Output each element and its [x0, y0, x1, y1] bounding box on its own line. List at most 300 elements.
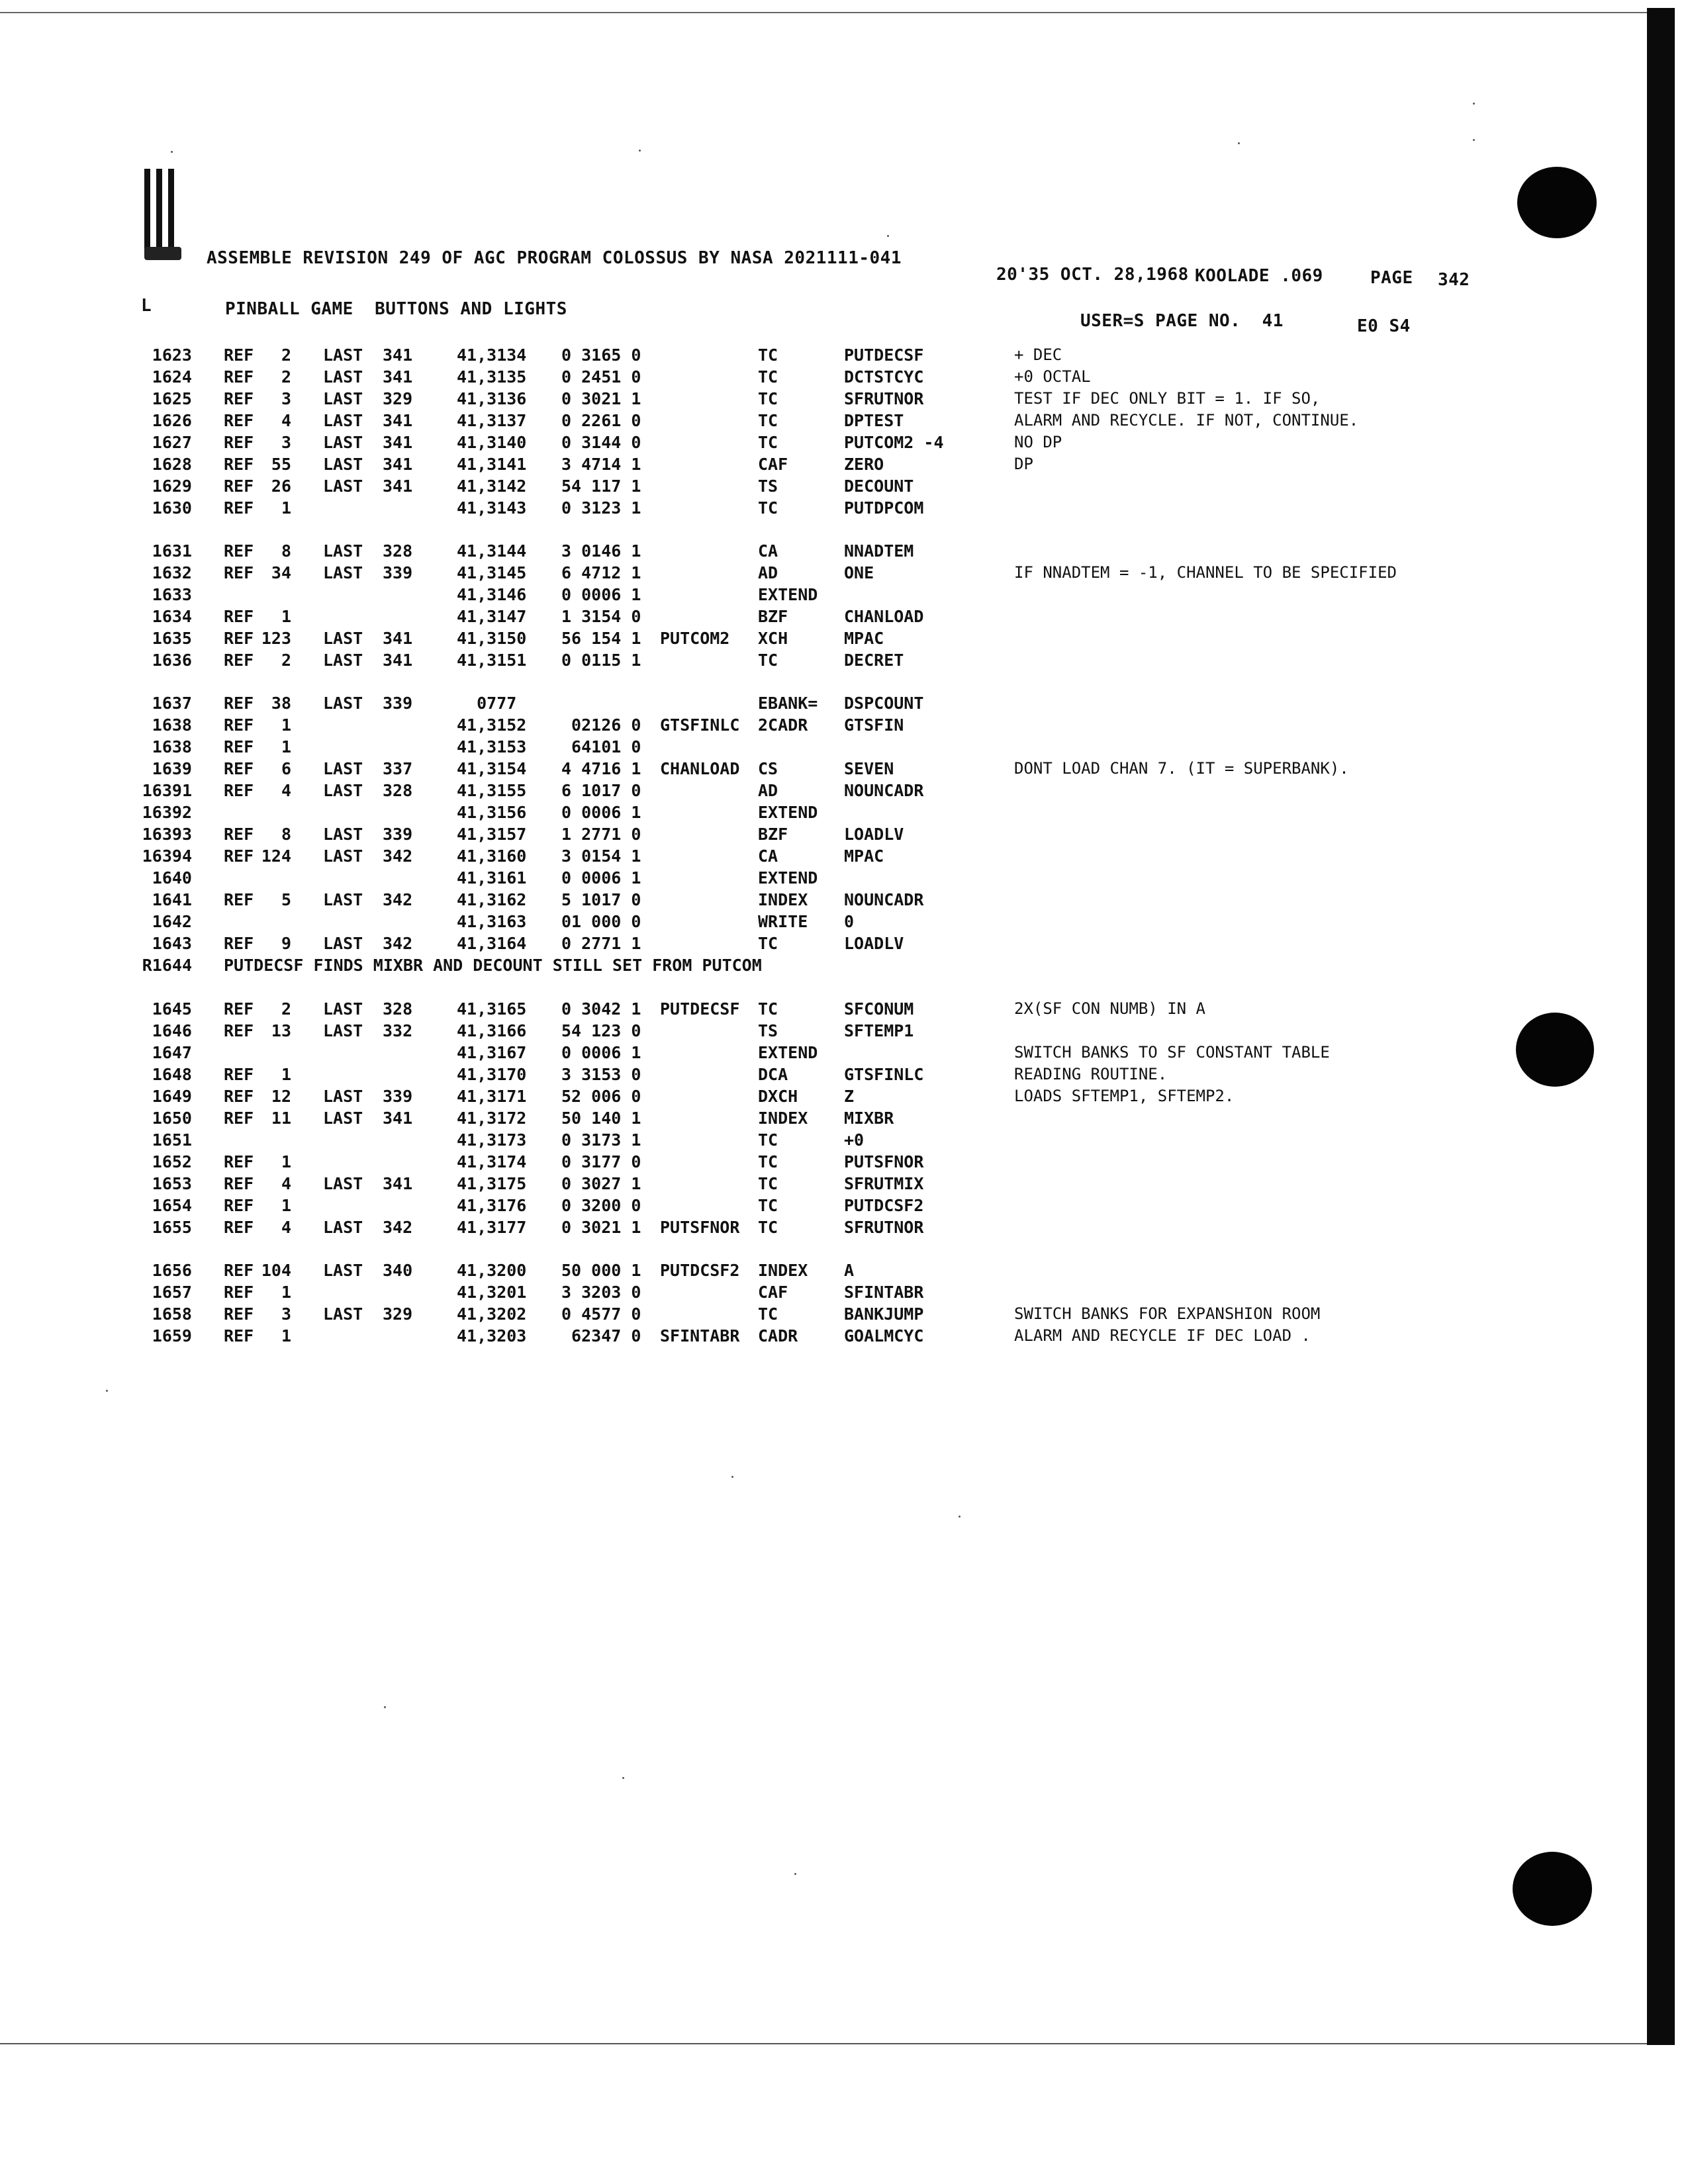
address: 41,3152 — [457, 715, 527, 735]
ref-count: 38 — [271, 694, 291, 713]
line-number: 1627 — [152, 433, 192, 452]
comment: +0 OCTAL — [1014, 367, 1091, 386]
ref-tag: REF — [224, 498, 254, 518]
user-page-suffix: E0 S4 — [1357, 316, 1411, 336]
address: 41,3164 — [457, 934, 527, 953]
operand: MPAC — [844, 846, 884, 866]
octal-code: 50 000 1 — [561, 1261, 641, 1280]
listing-line — [0, 1065, 1642, 1086]
comment: 2X(SF CON NUMB) IN A — [1014, 999, 1205, 1018]
address: 0777 — [457, 694, 517, 713]
octal-code: 0 2261 0 — [561, 411, 641, 430]
line-number: 1651 — [152, 1130, 192, 1150]
last-page: 341 — [383, 455, 413, 474]
listing-line — [0, 890, 1642, 911]
address: 41,3172 — [457, 1109, 527, 1128]
comment: ALARM AND RECYCLE IF DEC LOAD . — [1014, 1326, 1311, 1345]
opcode: TC — [758, 367, 778, 387]
last-page: 339 — [383, 825, 413, 844]
octal-code: 0 0006 1 — [561, 585, 641, 604]
ref-count: 124 — [261, 846, 291, 866]
address: 41,3161 — [457, 868, 527, 887]
last-page: 341 — [383, 629, 413, 648]
opcode: TC — [758, 1304, 778, 1324]
listing-line — [0, 1261, 1642, 1282]
last-page: 341 — [383, 651, 413, 670]
opcode: TC — [758, 651, 778, 670]
address: 41,3156 — [457, 803, 527, 822]
ref-tag: REF — [224, 781, 254, 800]
listing-line — [0, 498, 1642, 520]
ref-tag: REF — [224, 825, 254, 844]
ref-tag: REF — [224, 934, 254, 953]
line-number: 1649 — [152, 1087, 192, 1106]
line-number: 1657 — [152, 1283, 192, 1302]
line-number: 16391 — [142, 781, 192, 800]
address: 41,3174 — [457, 1152, 527, 1171]
operand: MIXBR — [844, 1109, 894, 1128]
operand: DECRET — [844, 651, 904, 670]
ref-tag: REF — [224, 367, 254, 387]
last-tag: LAST — [323, 1109, 363, 1128]
listing-line — [0, 1130, 1642, 1152]
last-page: 328 — [383, 781, 413, 800]
ref-tag: REF — [224, 694, 254, 713]
address: 41,3163 — [457, 912, 527, 931]
opcode: XCH — [758, 629, 788, 648]
octal-code: 0 2451 0 — [561, 367, 641, 387]
opcode: TC — [758, 1218, 778, 1237]
ref-tag: REF — [224, 563, 254, 582]
octal-code: 0 0006 1 — [561, 868, 641, 887]
last-tag: LAST — [323, 694, 363, 713]
scan-speck — [731, 1476, 733, 1478]
address: 41,3175 — [457, 1174, 527, 1193]
listing-line — [0, 715, 1642, 737]
binder-hole-bottom — [1513, 1852, 1592, 1926]
ref-count: 4 — [281, 411, 291, 430]
octal-code: 56 154 1 — [561, 629, 641, 648]
ref-count: 104 — [261, 1261, 291, 1280]
address: 41,3165 — [457, 999, 527, 1019]
operand: SFRUTNOR — [844, 1218, 924, 1237]
operand: SFTEMP1 — [844, 1021, 914, 1040]
last-tag: LAST — [323, 367, 363, 387]
opcode: INDEX — [758, 1261, 808, 1280]
line-number: 1630 — [152, 498, 192, 518]
last-page: 339 — [383, 694, 413, 713]
line-number: 1653 — [152, 1174, 192, 1193]
address: 41,3142 — [457, 477, 527, 496]
octal-code: 0 3021 1 — [561, 389, 641, 408]
listing-line — [0, 934, 1642, 955]
operand: DSPCOUNT — [844, 694, 924, 713]
line-number: 1635 — [152, 629, 192, 648]
octal-code: 3 0146 1 — [561, 541, 641, 561]
ref-tag: REF — [224, 890, 254, 909]
operand: 0 — [844, 912, 855, 931]
opcode: CA — [758, 541, 778, 561]
operand: NNADTEM — [844, 541, 914, 561]
ref-tag: REF — [224, 651, 254, 670]
ref-tag: REF — [224, 541, 254, 561]
comment: SWITCH BANKS TO SF CONSTANT TABLE — [1014, 1043, 1330, 1062]
operand: PUTDPCOM — [844, 498, 924, 518]
ref-tag: REF — [224, 477, 254, 496]
last-tag: LAST — [323, 846, 363, 866]
line-number: 1658 — [152, 1304, 192, 1324]
last-page: 342 — [383, 1218, 413, 1237]
line-number: 1638 — [152, 737, 192, 756]
symbol-label: PUTCOM2 — [660, 629, 730, 648]
ref-tag: REF — [224, 1087, 254, 1106]
operand: LOADLV — [844, 934, 904, 953]
operand: MPAC — [844, 629, 884, 648]
operand: NOUNCADR — [844, 781, 924, 800]
ref-count: 34 — [271, 563, 291, 582]
octal-code: 6 1017 0 — [561, 781, 641, 800]
listing-line — [0, 825, 1642, 846]
last-page: 328 — [383, 541, 413, 561]
section-marker: L — [141, 296, 152, 316]
operand: +0 — [844, 1130, 865, 1150]
listing-line — [0, 563, 1642, 584]
last-tag: LAST — [323, 781, 363, 800]
symbol-label: PUTSFNOR — [660, 1218, 740, 1237]
listing-line — [0, 1021, 1642, 1042]
ref-tag: REF — [224, 1109, 254, 1128]
last-page: 341 — [383, 411, 413, 430]
ref-tag: REF — [224, 607, 254, 626]
octal-code: 0 4577 0 — [561, 1304, 641, 1324]
comment: + DEC — [1014, 345, 1062, 364]
operand: PUTDCSF2 — [844, 1196, 924, 1215]
address: 41,3140 — [457, 433, 527, 452]
last-tag: LAST — [323, 433, 363, 452]
address: 41,3176 — [457, 1196, 527, 1215]
listing-line — [0, 999, 1642, 1021]
operand: PUTDECSF — [844, 345, 924, 365]
line-number: 1638 — [152, 715, 192, 735]
last-page: 341 — [383, 433, 413, 452]
ref-count: 123 — [261, 629, 291, 648]
listing-line — [0, 541, 1642, 563]
line-number: 1650 — [152, 1109, 192, 1128]
octal-code: 1 2771 0 — [561, 825, 641, 844]
ref-tag: REF — [224, 345, 254, 365]
octal-code: 0 3165 0 — [561, 345, 641, 365]
listing-line — [0, 1043, 1642, 1064]
user-page-number: USER=S PAGE NO. 41 — [1080, 311, 1284, 331]
last-tag: LAST — [323, 651, 363, 670]
opcode: TS — [758, 477, 778, 496]
last-tag: LAST — [323, 477, 363, 496]
ref-tag: REF — [224, 389, 254, 408]
opcode: TC — [758, 1152, 778, 1171]
opcode: TC — [758, 345, 778, 365]
address: 41,3143 — [457, 498, 527, 518]
page-bottom-edge — [0, 2043, 1675, 2044]
ref-tag: REF — [224, 629, 254, 648]
line-number: 1632 — [152, 563, 192, 582]
address: 41,3141 — [457, 455, 527, 474]
scan-speck — [794, 1873, 796, 1875]
comment: ALARM AND RECYCLE. IF NOT, CONTINUE. — [1014, 411, 1359, 430]
listing-line — [0, 1326, 1642, 1347]
octal-code: 0 0006 1 — [561, 1043, 641, 1062]
last-page: 342 — [383, 846, 413, 866]
octal-code: 3 4714 1 — [561, 455, 641, 474]
octal-code: 54 117 1 — [561, 477, 641, 496]
address: 41,3202 — [457, 1304, 527, 1324]
ref-count: 2 — [281, 367, 291, 387]
line-number: 1656 — [152, 1261, 192, 1280]
scan-speck — [887, 235, 889, 237]
last-tag: LAST — [323, 541, 363, 561]
comment: NO DP — [1014, 433, 1062, 451]
last-tag: LAST — [323, 411, 363, 430]
ref-count: 1 — [281, 607, 291, 626]
listing-line — [0, 367, 1642, 388]
listing-line — [0, 345, 1642, 367]
address: 41,3155 — [457, 781, 527, 800]
last-tag: LAST — [323, 999, 363, 1019]
comment: TEST IF DEC ONLY BIT = 1. IF SO, — [1014, 389, 1321, 408]
octal-code: 0 3021 1 — [561, 1218, 641, 1237]
opcode: CAF — [758, 455, 788, 474]
address: 41,3201 — [457, 1283, 527, 1302]
ref-tag: REF — [224, 1218, 254, 1237]
last-tag: LAST — [323, 1218, 363, 1237]
last-tag: LAST — [323, 455, 363, 474]
listing-line — [0, 781, 1642, 802]
octal-code: 50 140 1 — [561, 1109, 641, 1128]
listing-line — [0, 1283, 1642, 1304]
listing-line — [0, 651, 1642, 672]
octal-code: 01 000 0 — [561, 912, 641, 931]
ref-count: 26 — [271, 477, 291, 496]
line-number: R1644 — [142, 956, 192, 975]
ref-tag: REF — [224, 1152, 254, 1171]
last-tag: LAST — [323, 1087, 363, 1106]
last-page: 340 — [383, 1261, 413, 1280]
address: 41,3134 — [457, 345, 527, 365]
last-tag: LAST — [323, 1304, 363, 1324]
ref-count: 4 — [281, 781, 291, 800]
line-number: 1633 — [152, 585, 192, 604]
address: 41,3157 — [457, 825, 527, 844]
last-page: 341 — [383, 367, 413, 387]
opcode: TC — [758, 411, 778, 430]
ref-count: 1 — [281, 1326, 291, 1345]
listing-line — [0, 607, 1642, 628]
line-number: 1659 — [152, 1326, 192, 1345]
octal-code: 54 123 0 — [561, 1021, 641, 1040]
last-tag: LAST — [323, 389, 363, 408]
line-number: 1641 — [152, 890, 192, 909]
ref-tag: REF — [224, 1283, 254, 1302]
address: 41,3173 — [457, 1130, 527, 1150]
opcode: TC — [758, 999, 778, 1019]
last-tag: LAST — [323, 629, 363, 648]
ref-count: 12 — [271, 1087, 291, 1106]
scan-speck — [384, 1706, 386, 1708]
octal-code: 64101 0 — [561, 737, 641, 756]
octal-code: 0 3173 1 — [561, 1130, 641, 1150]
address: 41,3162 — [457, 890, 527, 909]
last-page: 329 — [383, 389, 413, 408]
octal-code: 3 0154 1 — [561, 846, 641, 866]
last-page: 329 — [383, 1304, 413, 1324]
listing-line — [0, 433, 1642, 454]
last-page: 341 — [383, 345, 413, 365]
page-top-edge — [0, 12, 1675, 13]
last-tag: LAST — [323, 825, 363, 844]
comment: LOADS SFTEMP1, SFTEMP2. — [1014, 1087, 1235, 1105]
opcode: BZF — [758, 607, 788, 626]
ref-count: 1 — [281, 715, 291, 735]
address: 41,3177 — [457, 1218, 527, 1237]
last-page: 339 — [383, 563, 413, 582]
operand: DCTSTCYC — [844, 367, 924, 387]
address: 41,3153 — [457, 737, 527, 756]
scan-speck — [1473, 103, 1475, 105]
ref-tag: REF — [224, 737, 254, 756]
opcode: WRITE — [758, 912, 808, 931]
listing-line — [0, 1304, 1642, 1326]
opcode: DCA — [758, 1065, 788, 1084]
line-number: 1634 — [152, 607, 192, 626]
opcode: TC — [758, 498, 778, 518]
listing-line — [0, 694, 1642, 715]
listing-line — [0, 629, 1642, 650]
listing-line — [0, 803, 1642, 824]
octal-code: 62347 0 — [561, 1326, 641, 1345]
ref-count: 1 — [281, 737, 291, 756]
opcode: EXTEND — [758, 1043, 818, 1062]
octal-code: 4 4716 1 — [561, 759, 641, 778]
operand: SEVEN — [844, 759, 894, 778]
octal-code: 0 3027 1 — [561, 1174, 641, 1193]
opcode: TC — [758, 1196, 778, 1215]
octal-code: 0 3123 1 — [561, 498, 641, 518]
address: 41,3150 — [457, 629, 527, 648]
listing-line — [0, 1152, 1642, 1173]
ref-count: 13 — [271, 1021, 291, 1040]
address: 41,3160 — [457, 846, 527, 866]
octal-code: 0 3200 0 — [561, 1196, 641, 1215]
operand: GOALMCYC — [844, 1326, 924, 1345]
ref-count: 1 — [281, 498, 291, 518]
line-number: 16392 — [142, 803, 192, 822]
operand: DPTEST — [844, 411, 904, 430]
line-number: 1648 — [152, 1065, 192, 1084]
ref-count: 3 — [281, 1304, 291, 1324]
scan-speck — [959, 1516, 961, 1518]
line-number: 1639 — [152, 759, 192, 778]
ref-count: 1 — [281, 1283, 291, 1302]
opcode: TC — [758, 934, 778, 953]
line-number: 1642 — [152, 912, 192, 931]
listing-job: KOOLADE .069 — [1195, 266, 1323, 286]
opcode: TC — [758, 389, 778, 408]
page-label: PAGE — [1370, 268, 1413, 288]
ref-count: 1 — [281, 1196, 291, 1215]
opcode: DXCH — [758, 1087, 798, 1106]
ref-count: 3 — [281, 433, 291, 452]
symbol-label: PUTDCSF2 — [660, 1261, 740, 1280]
line-number: 1643 — [152, 934, 192, 953]
comment: SWITCH BANKS FOR EXPANSHION ROOM — [1014, 1304, 1321, 1323]
ref-tag: REF — [224, 1065, 254, 1084]
listing-datetime: 20'35 OCT. 28,1968 — [996, 265, 1189, 285]
ref-tag: REF — [224, 1174, 254, 1193]
remark-text: PUTDECSF FINDS MIXBR AND DECOUNT STILL SET FROM PUTCOM — [224, 956, 762, 975]
address: 41,3171 — [457, 1087, 527, 1106]
opcode: CS — [758, 759, 778, 778]
octal-code: 5 1017 0 — [561, 890, 641, 909]
opcode: EXTEND — [758, 803, 818, 822]
line-number: 1628 — [152, 455, 192, 474]
octal-code: 02126 0 — [561, 715, 641, 735]
symbol-label: PUTDECSF — [660, 999, 740, 1019]
address: 41,3136 — [457, 389, 527, 408]
line-number: 1645 — [152, 999, 192, 1019]
line-number: 1626 — [152, 411, 192, 430]
scan-speck — [622, 1777, 624, 1779]
address: 41,3135 — [457, 367, 527, 387]
operand: SFINTABR — [844, 1283, 924, 1302]
comment: IF NNADTEM = -1, CHANNEL TO BE SPECIFIED — [1014, 563, 1397, 582]
address: 41,3167 — [457, 1043, 527, 1062]
last-page: 339 — [383, 1087, 413, 1106]
opcode: TC — [758, 1130, 778, 1150]
opcode: EBANK= — [758, 694, 818, 713]
octal-code: 3 3153 0 — [561, 1065, 641, 1084]
listing-line — [0, 912, 1642, 933]
last-tag: LAST — [323, 345, 363, 365]
operand: GTSFIN — [844, 715, 904, 735]
comment: DONT LOAD CHAN 7. (IT = SUPERBANK). — [1014, 759, 1349, 778]
line-number: 1623 — [152, 345, 192, 365]
operand: DECOUNT — [844, 477, 914, 496]
operand: ZERO — [844, 455, 884, 474]
line-number: 16393 — [142, 825, 192, 844]
binder-clip-mark — [144, 169, 184, 261]
ref-count: 9 — [281, 934, 291, 953]
address: 41,3137 — [457, 411, 527, 430]
line-number: 1624 — [152, 367, 192, 387]
operand: GTSFINLC — [844, 1065, 924, 1084]
comment: READING ROUTINE. — [1014, 1065, 1168, 1083]
address: 41,3147 — [457, 607, 527, 626]
last-tag: LAST — [323, 934, 363, 953]
ref-count: 3 — [281, 389, 291, 408]
ref-tag: REF — [224, 1261, 254, 1280]
opcode: AD — [758, 563, 778, 582]
last-page: 328 — [383, 999, 413, 1019]
listing-line — [0, 1174, 1642, 1195]
operand: SFRUTMIX — [844, 1174, 924, 1193]
ref-count: 1 — [281, 1152, 291, 1171]
last-tag: LAST — [323, 759, 363, 778]
ref-count: 4 — [281, 1218, 291, 1237]
opcode: CAF — [758, 1283, 788, 1302]
address: 41,3154 — [457, 759, 527, 778]
ref-tag: REF — [224, 715, 254, 735]
ref-count: 4 — [281, 1174, 291, 1193]
line-number: 1646 — [152, 1021, 192, 1040]
